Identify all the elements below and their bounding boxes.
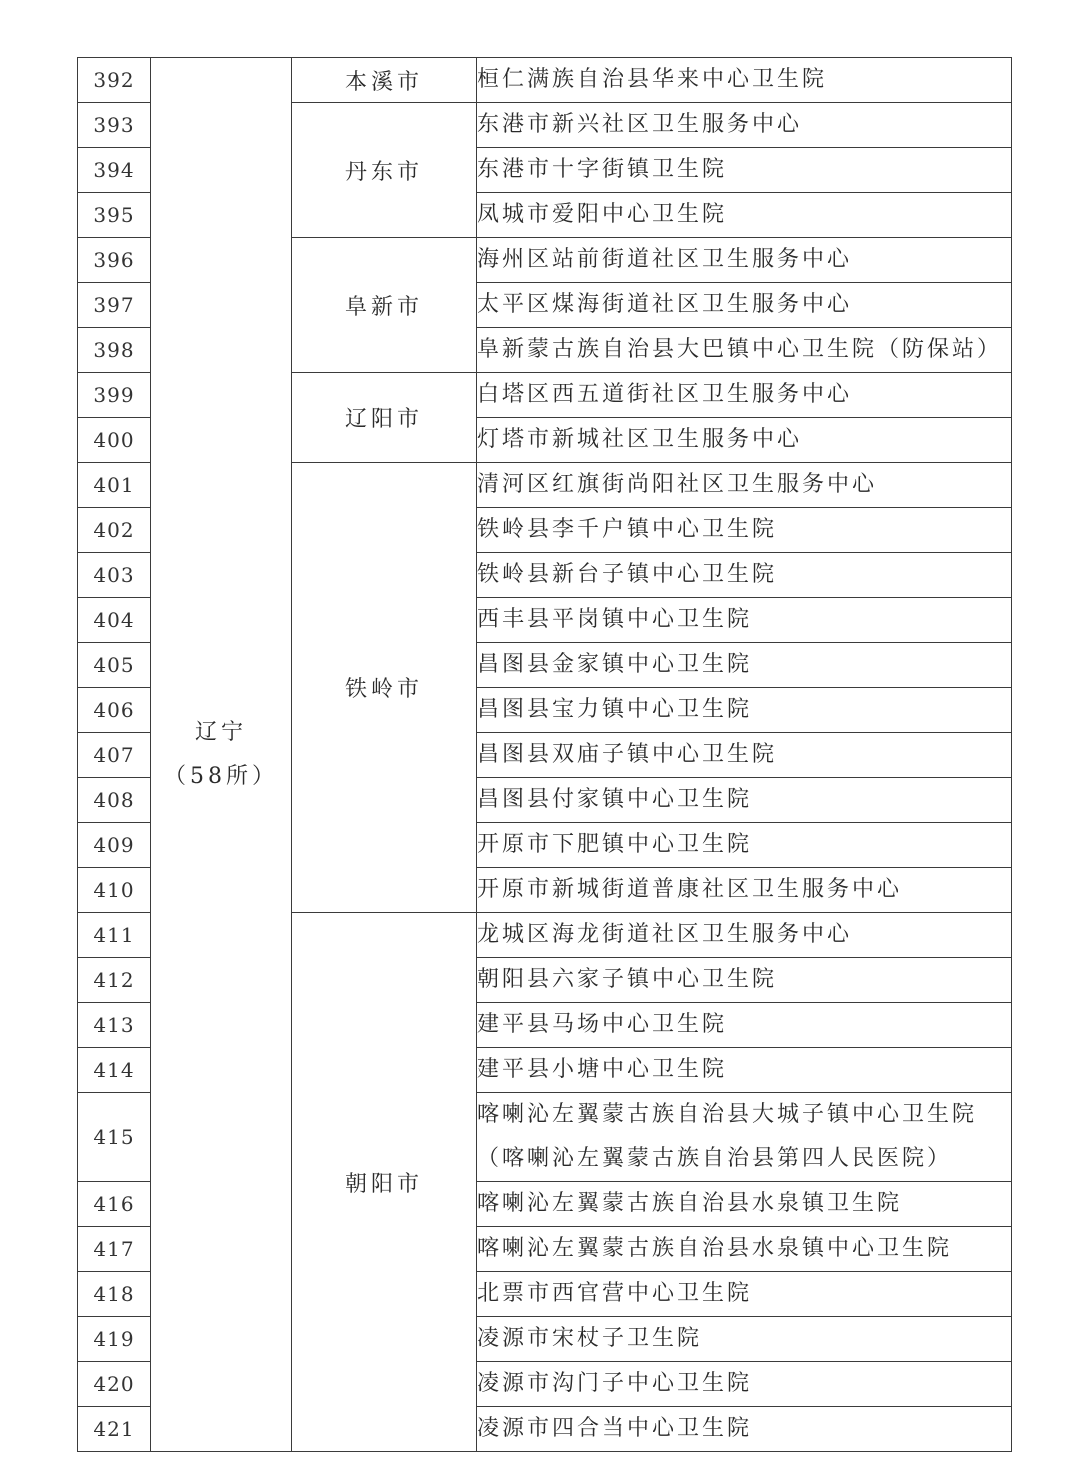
institution-name: 朝阳县六家子镇中心卫生院 (477, 958, 1012, 1003)
institution-name: 昌图县付家镇中心卫生院 (477, 778, 1012, 823)
institution-name: 太平区煤海街道社区卫生服务中心 (477, 283, 1012, 328)
row-number: 403 (78, 553, 151, 598)
institution-name: 东港市新兴社区卫生服务中心 (477, 103, 1012, 148)
row-number: 395 (78, 193, 151, 238)
row-number: 405 (78, 643, 151, 688)
institution-name: 铁岭县李千户镇中心卫生院 (477, 508, 1012, 553)
institution-name: 喀喇沁左翼蒙古族自治县水泉镇卫生院 (477, 1182, 1012, 1227)
row-number: 421 (78, 1407, 151, 1452)
institution-name: 西丰县平岗镇中心卫生院 (477, 598, 1012, 643)
institution-name: 凌源市宋杖子卫生院 (477, 1317, 1012, 1362)
row-number: 419 (78, 1317, 151, 1362)
row-number: 400 (78, 418, 151, 463)
row-number: 416 (78, 1182, 151, 1227)
institution-name: 桓仁满族自治县华来中心卫生院 (477, 58, 1012, 103)
city-cell: 朝阳市 (292, 913, 477, 1452)
row-number: 407 (78, 733, 151, 778)
row-number: 396 (78, 238, 151, 283)
row-number: 406 (78, 688, 151, 733)
city-cell: 阜新市 (292, 238, 477, 373)
institution-name: 昌图县宝力镇中心卫生院 (477, 688, 1012, 733)
row-number: 415 (78, 1093, 151, 1182)
institution-name: 白塔区西五道街社区卫生服务中心 (477, 373, 1012, 418)
row-number: 408 (78, 778, 151, 823)
institution-name: 阜新蒙古族自治县大巴镇中心卫生院（防保站） (477, 328, 1012, 373)
city-cell: 铁岭市 (292, 463, 477, 913)
institution-name: 海州区站前街道社区卫生服务中心 (477, 238, 1012, 283)
institution-name: 凤城市爱阳中心卫生院 (477, 193, 1012, 238)
institution-name: 灯塔市新城社区卫生服务中心 (477, 418, 1012, 463)
row-number: 404 (78, 598, 151, 643)
institution-name: 开原市下肥镇中心卫生院 (477, 823, 1012, 868)
institution-name: 东港市十字街镇卫生院 (477, 148, 1012, 193)
row-number: 401 (78, 463, 151, 508)
row-number: 397 (78, 283, 151, 328)
row-number: 414 (78, 1048, 151, 1093)
row-number: 399 (78, 373, 151, 418)
institution-name: 喀喇沁左翼蒙古族自治县水泉镇中心卫生院 (477, 1227, 1012, 1272)
city-cell: 辽阳市 (292, 373, 477, 463)
row-number: 393 (78, 103, 151, 148)
row-number: 413 (78, 1003, 151, 1048)
institution-name: 北票市西官营中心卫生院 (477, 1272, 1012, 1317)
row-number: 420 (78, 1362, 151, 1407)
province-cell (151, 58, 292, 1452)
institution-name: 昌图县双庙子镇中心卫生院 (477, 733, 1012, 778)
city-cell: 本溪市 (292, 58, 477, 103)
row-number: 411 (78, 913, 151, 958)
row-number: 418 (78, 1272, 151, 1317)
institution-name: 凌源市四合当中心卫生院 (477, 1407, 1012, 1452)
institution-name: 喀喇沁左翼蒙古族自治县大城子镇中心卫生院 (477, 1102, 978, 1127)
row-number: 409 (78, 823, 151, 868)
city-cell: 丹东市 (292, 103, 477, 238)
row-number: 402 (78, 508, 151, 553)
province-count: （58所） (164, 763, 278, 789)
institution-name: 建平县马场中心卫生院 (477, 1003, 1012, 1048)
province-name: 辽宁 (194, 719, 247, 745)
institution-name: 凌源市沟门子中心卫生院 (477, 1362, 1012, 1407)
institution-name: 清河区红旗街尚阳社区卫生服务中心 (477, 463, 1012, 508)
institution-name-two-line (477, 1093, 1012, 1182)
institution-name: 建平县小塘中心卫生院 (477, 1048, 1012, 1093)
row-number: 410 (78, 868, 151, 913)
row-number: 398 (78, 328, 151, 373)
table-row (78, 58, 1012, 103)
institution-name: 龙城区海龙街道社区卫生服务中心 (477, 913, 1012, 958)
institution-name: 开原市新城街道普康社区卫生服务中心 (477, 868, 1012, 913)
institution-name: 昌图县金家镇中心卫生院 (477, 643, 1012, 688)
row-number: 417 (78, 1227, 151, 1272)
row-number: 412 (78, 958, 151, 1003)
row-number: 394 (78, 148, 151, 193)
hospital-table (77, 57, 1012, 1452)
row-number: 392 (78, 58, 151, 103)
institution-alias: （喀喇沁左翼蒙古族自治县第四人民医院） (477, 1146, 953, 1171)
institution-name: 铁岭县新台子镇中心卫生院 (477, 553, 1012, 598)
